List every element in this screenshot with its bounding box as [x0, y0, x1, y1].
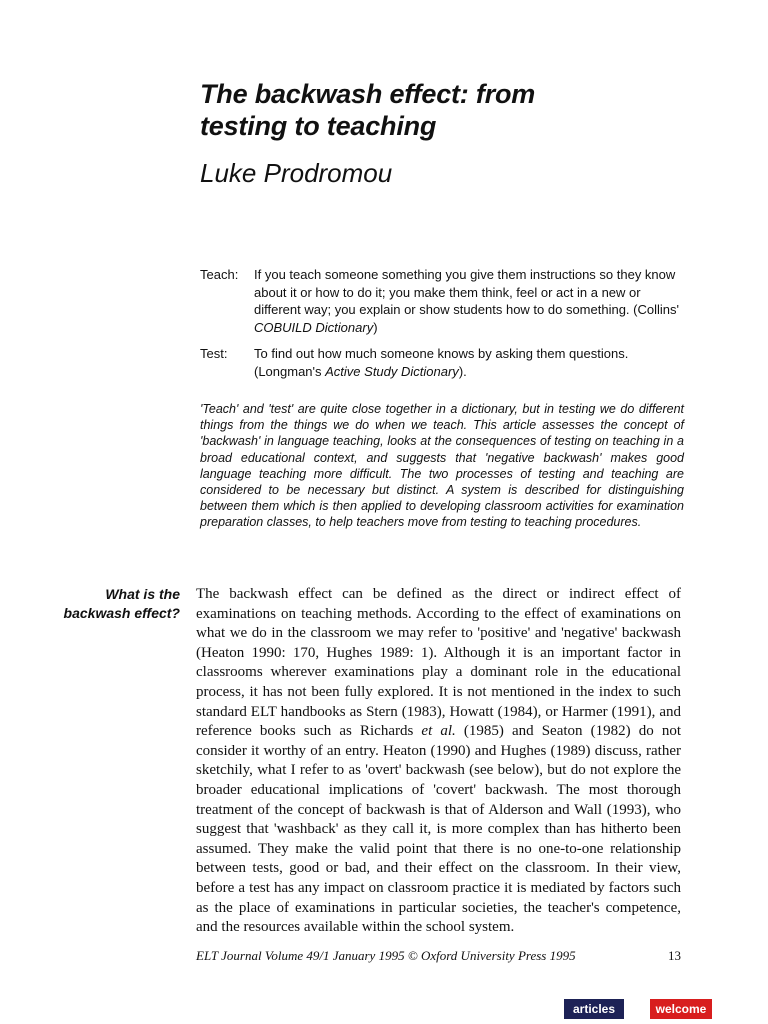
author-name: Luke Prodromou — [200, 158, 393, 188]
articles-tab[interactable]: articles — [564, 999, 624, 1019]
definition-text-main: To find out how much someone knows by asking them questions. (Longman's — [254, 346, 629, 379]
section-heading-line-1: What is the — [105, 586, 180, 602]
definition-source: COBUILD Dictionary — [254, 319, 374, 335]
definition-term: Teach: — [200, 267, 239, 282]
section-heading-line-2: backwash effect? — [63, 605, 180, 621]
definition-source: Active Study Dictionary — [325, 363, 459, 379]
journal-citation: ELT Journal Volume 49/1 January 1995 © Oxford University Press 1995 — [196, 948, 576, 963]
section-body — [196, 585, 681, 938]
article-title — [200, 78, 720, 142]
welcome-tab[interactable]: welcome — [650, 999, 712, 1019]
definition-end: ) — [373, 319, 378, 335]
definition-term: Test: — [200, 346, 228, 361]
definitions — [200, 266, 690, 389]
body-text-italic: et al. — [421, 723, 456, 740]
title-line-1: The backwash effect: from — [200, 79, 536, 109]
definition-text — [254, 345, 690, 380]
definition-teach — [200, 266, 690, 336]
definition-text — [254, 266, 690, 336]
definition-end: ). — [458, 363, 467, 379]
abstract: 'Teach' and 'test' are quite close together in a dictionary, but in testing we do different things from the things we do when we teach. This article assesses the concept of 'backwash' in language teaching, looks at the consequences of testing on teaching in a broad educational context, and suggests that 'negative backwash' makes good language teaching more difficult. The two processes of testing and teaching are considered to be necessary but distinct. A system is described for distinguishing between them which is then applied to developing classroom activities for examination preparation classes, to help teachers move from testing to teaching procedures. — [200, 402, 684, 530]
section-heading — [20, 585, 180, 623]
page-footer — [196, 948, 681, 964]
page-number: 13 — [668, 948, 681, 963]
body-text-part-2: (1985) and Seaton (1982) do not consider it worthy of an entry. Heaton (1990) and Hughes (1989) discuss, rather sketchily, what I refer to as 'overt' backwash (see below), but do not explore the broader educational implications of 'covert' backwash. The most thorough treatment of the concept of backwash is that of Alderson and Wall (1993), who suggest that 'washback' as they call it, is more complex than has hitherto been assumed. They make the valid point that there is no one-to-one relationship between tests, good or bad, and their effect on the classroom. In their view, before a test has any impact on classroom practice it is mediated by factors such as the place of examinations in particular societies, the teacher's competence, and the resources available within the school system. — [196, 723, 681, 936]
definition-test — [200, 345, 690, 380]
title-line-2: testing to teaching — [200, 111, 437, 141]
definition-text-main: If you teach someone something you give them instructions so they know about it or how to do it; you make them think, feel or act in a new or different way; you explain or show students how to do something. (Collins' — [254, 267, 679, 317]
body-text-part-1: The backwash effect can be defined as the direct or indirect effect of examinations on teaching methods. According to the effect of examinations on what we do in the classroom we may refer to 'positive' and 'negative' backwash (Heaton 1990: 170, Hughes 1989: 1). Although it is an important factor in classrooms wherever examinations play a dominant role in the educational process, it has not been fully explored. It is not mentioned in the index to such standard ELT handbooks as Stern (1983), Howatt (1984), or Harmer (1991), and reference books such as Richards — [196, 586, 681, 740]
